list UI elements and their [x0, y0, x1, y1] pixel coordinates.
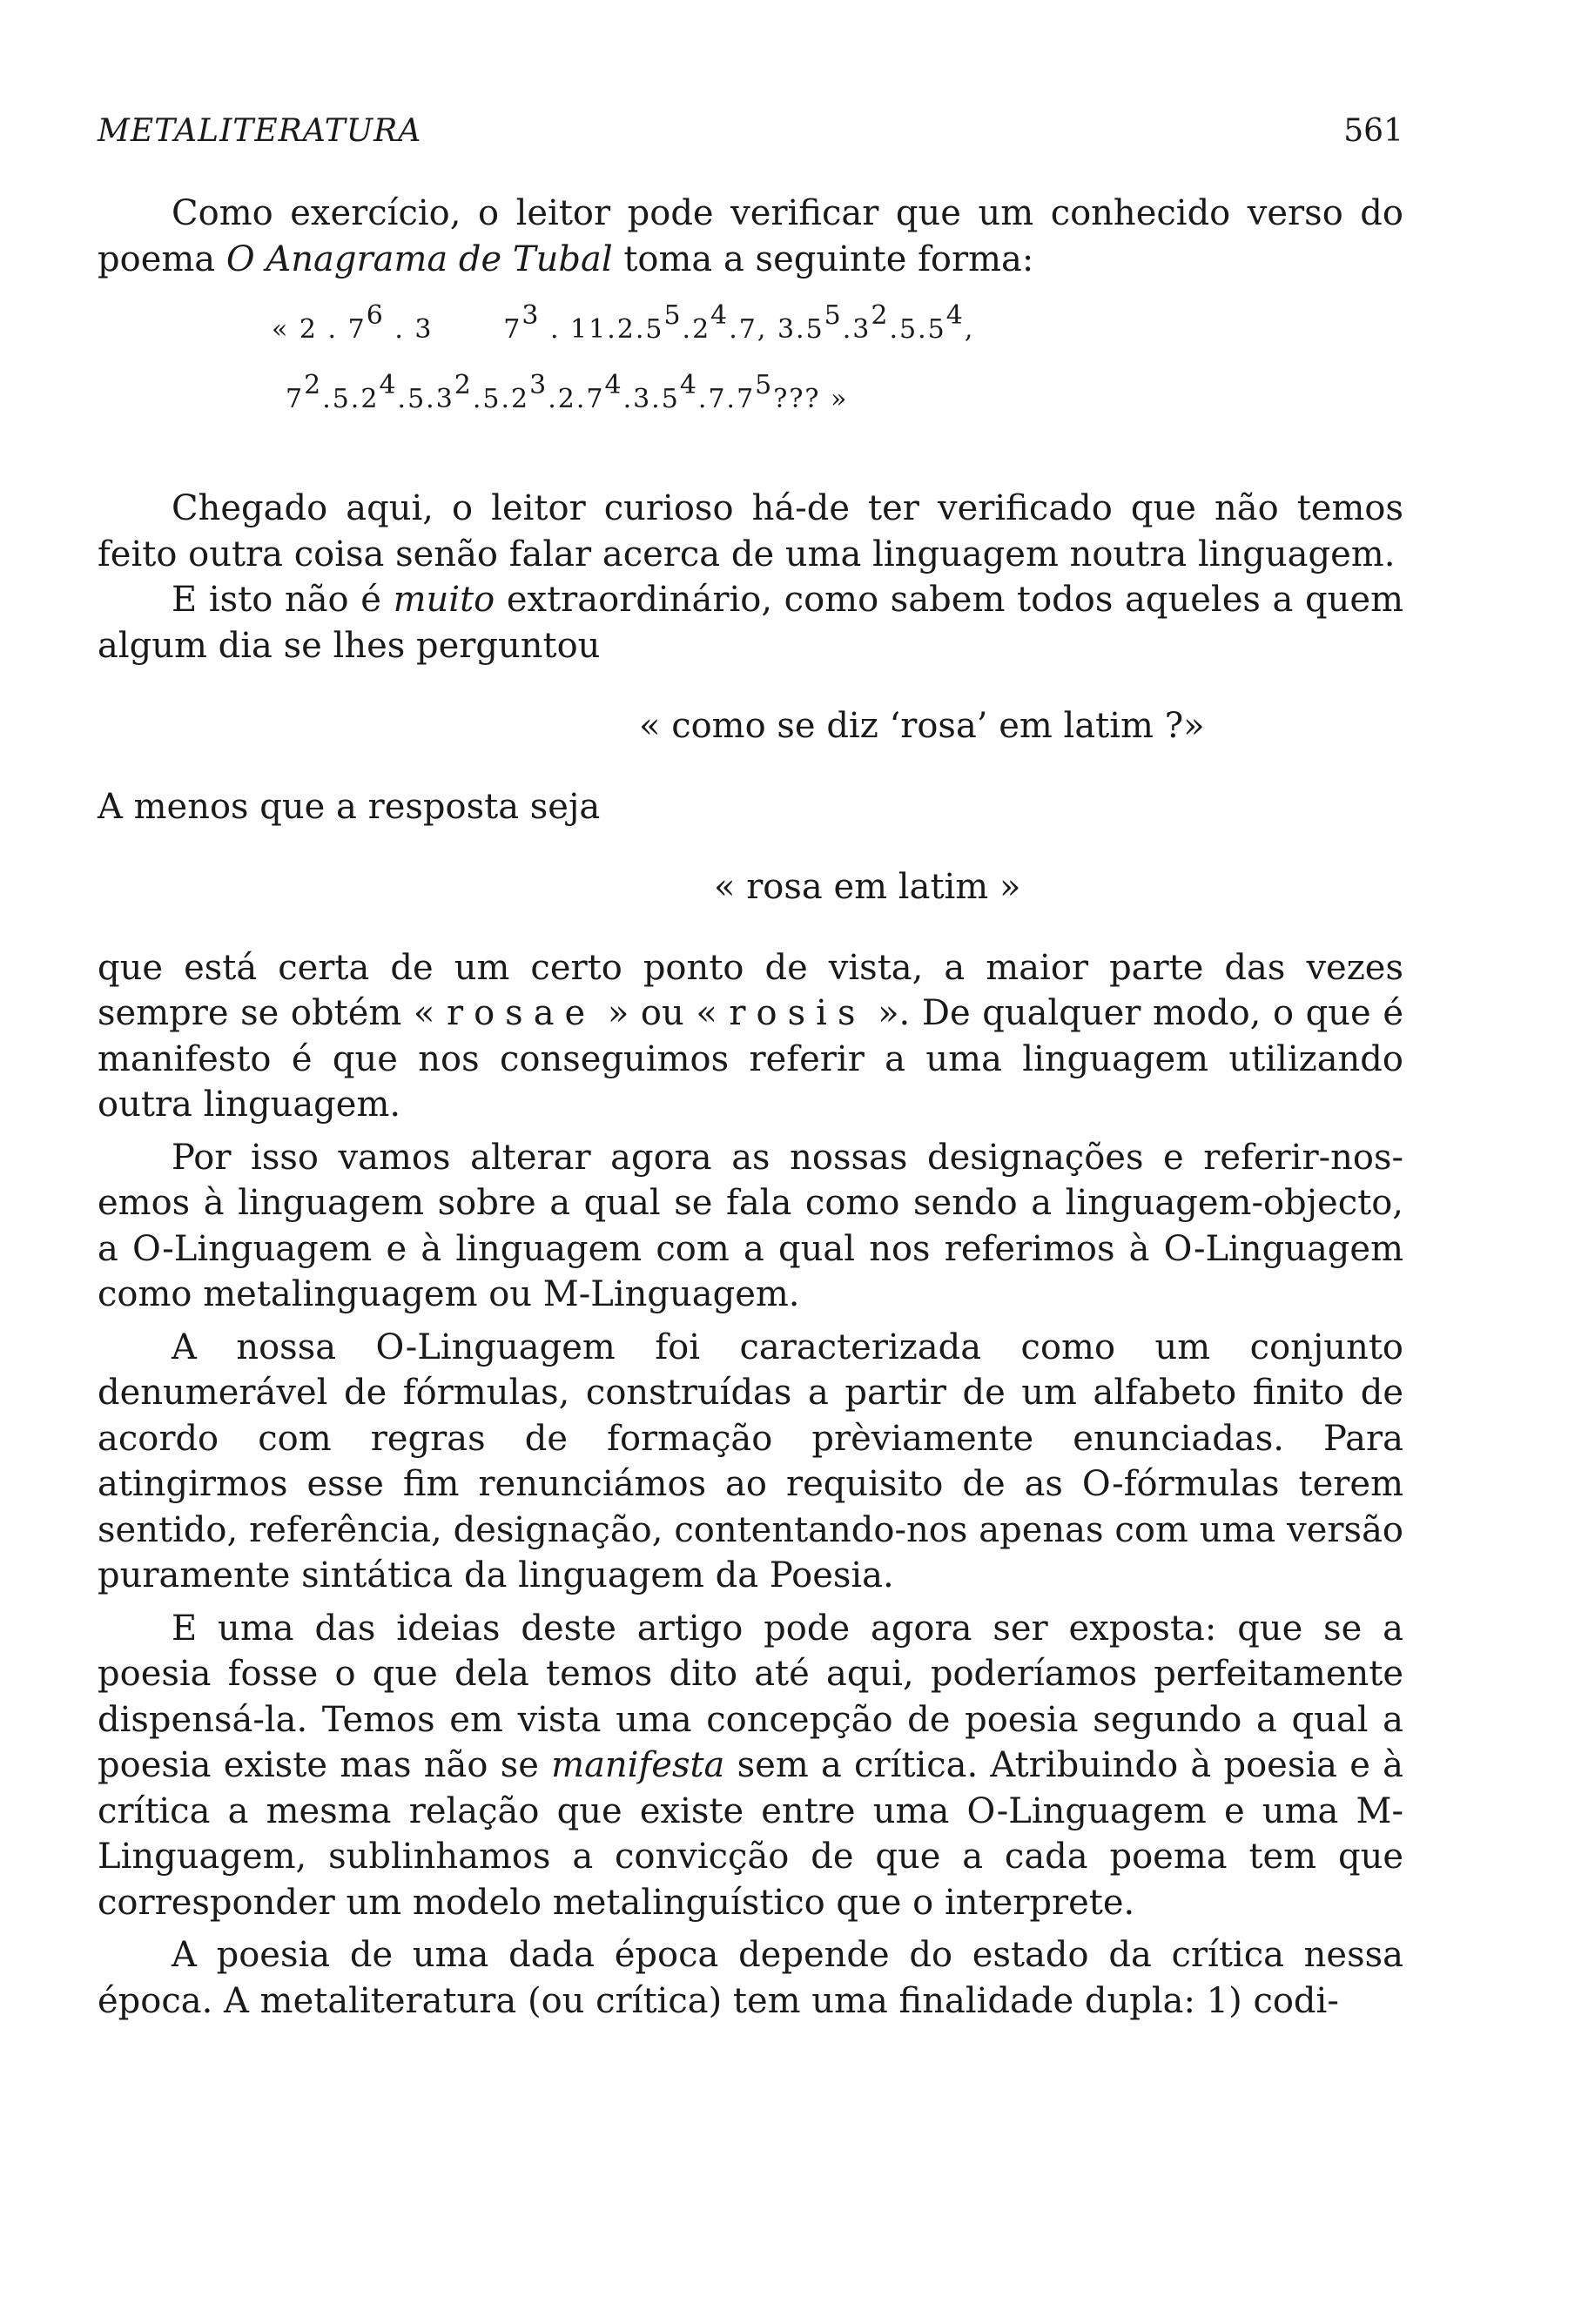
formula-term: « 2 . 7 — [272, 314, 367, 345]
formula-term: . 11.2.5 — [540, 314, 664, 345]
formula-term: .3 — [842, 314, 871, 345]
formula-exponent: 6 — [366, 300, 385, 331]
formula-exponent: 4 — [945, 300, 965, 331]
formula-term: ??? » — [773, 384, 849, 414]
formula-term: .5.3 — [397, 384, 454, 414]
page-header — [98, 113, 1403, 149]
formula-exponent: 4 — [710, 300, 730, 331]
paragraph-nossa-o-linguagem: A nossa O-Linguagem foi caracterizada como um conjunto denumerável de fórmulas, construídas a partir de um alfabeto finito de acordo com regras de formação prèviamente enunciadas. Para atingirmos esse fim renunciámos ao requisito de as O-fórmulas terem sentido, referência, designação, contentando-nos apenas com uma versão puramente sintática da linguagem da Poesia. — [98, 1327, 1403, 1595]
paragraph-que-esta — [98, 945, 1403, 1128]
formula-line-1 — [272, 300, 1403, 386]
paragraph-por-isso: Por isso vamos alterar agora as nossas designações e referir-nos-emos à linguagem sobre a qual se fala como sendo a linguagem-objecto, a O-Linguagem e à linguagem com a qual nos referimos à O-Linguagem como metalinguagem ou M-Linguagem. — [98, 1137, 1403, 1314]
formula-term: .3.5 — [622, 384, 680, 414]
paragraph-text: sem a crítica. Atribuindo à poesia e à crítica a mesma relação que existe entre uma O-Linguagem e uma M-Linguagem, sublinhamos a convicção de que a cada poema tem que corresponder um modelo metalinguístico que o interprete. — [98, 1745, 1403, 1923]
formula-exponent: 5 — [824, 300, 843, 331]
word-rosis: rosis — [729, 993, 866, 1033]
formula-exponent: 2 — [454, 370, 473, 400]
paragraph-text: ». De qualquer modo, o que é manifesto é que nos conseguimos referir a uma linguagem utilizando outra linguagem. — [98, 993, 1403, 1125]
formula-exponent: 4 — [604, 370, 623, 400]
formula-term: .7, 3.5 — [729, 314, 824, 345]
formula-term: 7 — [286, 384, 305, 414]
paragraph-text: toma a seguinte forma: — [612, 238, 1034, 279]
paragraph-text: E isto não é — [172, 580, 394, 620]
formula-exponent: 3 — [521, 300, 541, 331]
formula-term: , — [964, 314, 975, 345]
paragraph-a-menos: A menos que a resposta seja — [98, 786, 601, 827]
formula-exponent: 5 — [663, 300, 683, 331]
formula-exponent: 3 — [529, 370, 548, 400]
paragraph-text: Como exercício, o leitor pode verificar que um conhecido verso do poema — [98, 193, 1403, 279]
formula-exponent: 2 — [871, 300, 890, 331]
formula-term: .2.7 — [548, 384, 605, 414]
formula-line-2 — [272, 370, 1403, 456]
poem-title: O Anagrama de Tubal — [225, 238, 613, 279]
paragraph-text: que está certa de um certo ponto de vista, a maior parte das vezes sempre se obtém « — [98, 947, 1403, 1033]
formula-exponent: 2 — [304, 370, 323, 400]
paragraph-intro — [98, 191, 1403, 282]
formula-term: .5.2 — [472, 384, 530, 414]
paragraph-text: » ou « — [596, 993, 730, 1033]
formula-term: .7.7 — [697, 384, 756, 414]
numeric-formula — [272, 300, 1403, 456]
page — [98, 113, 1403, 2024]
word-rosae: rosae — [446, 993, 596, 1033]
paragraph-chegado: Chegado aqui, o leitor curioso há-de ter verificado que não temos feito outra coisa senão falar acerca de uma linguagem noutra linguagem. — [98, 488, 1403, 574]
quote-rosa-latim: « como se diz ‘rosa’ em latim ?» — [639, 706, 1205, 746]
page-number: 561 — [1343, 113, 1403, 149]
formula-exponent: 5 — [755, 370, 774, 400]
paragraph-text: extraordinário, como sabem todos aqueles a quem algum dia se lhes perguntou — [98, 580, 1403, 666]
formula-term: . 3 7 — [384, 314, 522, 345]
paragraph-poesia-epoca: A poesia de uma dada época depende do estado da crítica nessa época. A metaliteratura (ou crítica) tem uma finalidade dupla: 1) codi- — [98, 1935, 1403, 2021]
paragraph-uma-das-ideias — [98, 1606, 1403, 1926]
formula-exponent: 4 — [679, 370, 698, 400]
formula-term: .5.2 — [322, 384, 380, 414]
emphasis-muito: muito — [393, 580, 495, 620]
paragraph-text: E uma das ideias deste artigo pode agora ser exposta: que se a poesia fosse o que dela temos dito até aqui, poderíamos perfeitamente dispensá-la. Temos em vista uma concepção de poesia segundo a qual a poesia existe mas não se — [98, 1608, 1403, 1785]
formula-term: .2 — [682, 314, 711, 345]
running-title: METALITERATURA — [98, 113, 422, 149]
quote-rosa-em-latim: « rosa em latim » — [714, 867, 1021, 907]
formula-term: .5.5 — [889, 314, 946, 345]
formula-exponent: 4 — [379, 370, 398, 400]
paragraph-isto — [98, 577, 1403, 668]
emphasis-manifesta: manifesta — [551, 1745, 725, 1785]
